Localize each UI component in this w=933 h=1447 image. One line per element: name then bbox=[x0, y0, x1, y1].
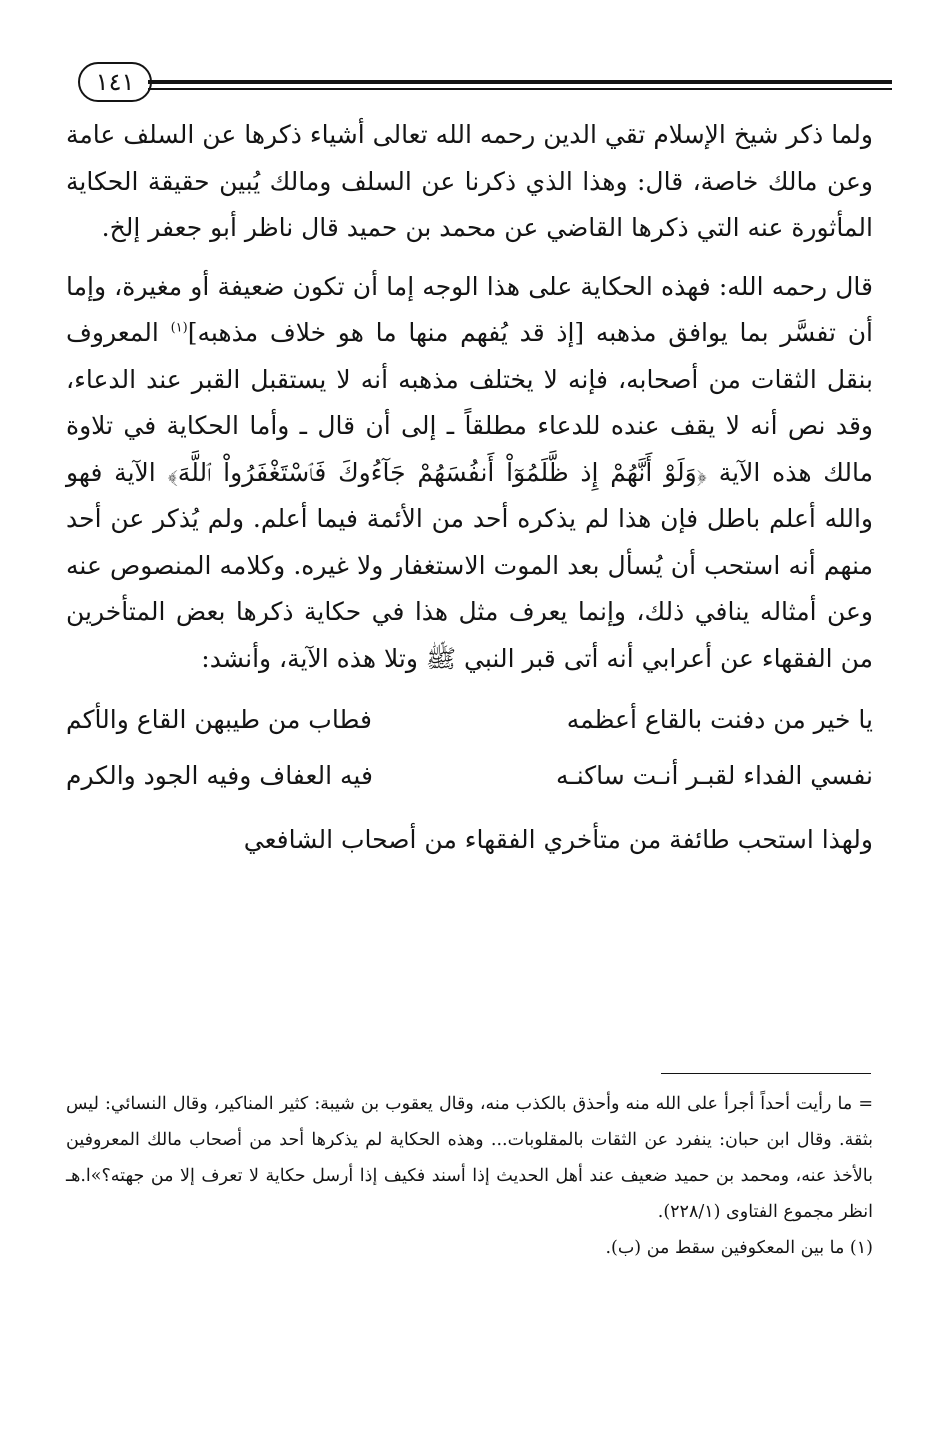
poem-verse-2 bbox=[66, 748, 873, 804]
poem bbox=[66, 692, 873, 804]
page-header bbox=[70, 62, 892, 102]
page-number: ١٤١ bbox=[78, 62, 152, 102]
paragraph-1: ولما ذكر شيخ الإسلام تقي الدين رحمه الله تعالى أشياء ذكرها عن السلف عامة وعن مالك خاصة، قال: وهذا الذي ذكرنا عن السلف ومالك يُبين حقيقة الحكاية المأثورة عنه التي ذكرها القاضي عن محمد بن حميد قال ناظر أبو جعفر إلخ. bbox=[66, 120, 874, 242]
quran-verse: ﴿وَلَوْ أَنَّهُمْ إِذ ظَّلَمُوٓاْ أَنفُسَهُمْ جَآءُوكَ فَٱسْتَغْفَرُواْ ٱللَّهَ﴾ bbox=[167, 457, 707, 487]
footnote-separator bbox=[661, 1073, 871, 1074]
footnotes bbox=[66, 1086, 873, 1266]
footnote-continued: = ما رأيت أحداً أجرأ على الله منه وأحذق بالكذب منه، وقال يعقوب بن شيبة: كثير المناكير، وقال النسائي: ليس بثقة. وقال ابن حبان: ينفرد عن الثقات بالمقلوبات... وهذه الحكاية لم يذكرها أحد من أصحاب مالك المعروفين بالأخذ عنه، ومحمد بن حميد ضعيف عند أهل الحديث إذا أسند فكيف إذا أرسل حكاية لا تعرف إلا من جهته؟»ا.هـ انظر مجموع الفتاوى (٢٢٨/١). bbox=[66, 1094, 873, 1222]
header-rule-thick bbox=[148, 80, 892, 84]
trailing-line: ولهذا استحب طائفة من متأخري الفقهاء من أصحاب الشافعي bbox=[243, 825, 873, 854]
paragraph-2-part-c: الآية فهو والله أعلم باطل فإن هذا لم يذكره أحد من الأئمة فيما أعلم. ولم يُذكر عن أحد منهم أنه استحب أن يُسأل بعد الموت الاستغفار ولا غيره. وكلامه المنصوص عنه وعن أمثاله ينافي ذلك، وإنما يعرف مثل هذا في حكاية ذكرها بعض المتأخرين من الفقهاء عن أعرابي أنه أتى قبر النبي ﷺ وتلا هذه الآية، وأنشد: bbox=[66, 457, 873, 673]
paragraph-2-part-a: قال رحمه الله: فهذه الحكاية على هذا الوجه إما أن تكون ضعيفة أو مغيرة، وإما أن تفسَّر بما يوافق مذهبه [إذ قد يُفهم منها ما هو خلاف مذهبه] bbox=[66, 271, 874, 347]
paragraph-2-part-b: المعروف بنقل الثقات من أصحابه، فإنه لا يختلف مذهبه أنه لا يستقبل القبر عند الدعاء، وقد نص أنه لا يقف عنده للدعاء مطلقاً ـ إلى أن قال ـ وأما الحكاية في تلاوة مالك هذه الآية bbox=[66, 318, 873, 487]
footnote-1: (١) ما بين المعكوفين سقط من (ب). bbox=[605, 1238, 873, 1258]
footnote-ref-1[interactable]: (١) bbox=[170, 320, 188, 336]
poem-hemistich-left: فيه العفاف وفيه الجود والكرم bbox=[66, 761, 373, 790]
poem-hemistich-left: فطاب من طيبهن القاع والأكم bbox=[66, 705, 372, 734]
main-text bbox=[66, 112, 873, 868]
header-rule-thin bbox=[148, 88, 892, 90]
paragraph-2 bbox=[66, 264, 873, 683]
poem-hemistich-right: نفسي الفداء لقبـر أنـت ساكنـه bbox=[555, 761, 873, 790]
poem-verse-1 bbox=[66, 692, 873, 748]
poem-hemistich-right: يا خير من دفنت بالقاع أعظمه bbox=[566, 705, 873, 734]
